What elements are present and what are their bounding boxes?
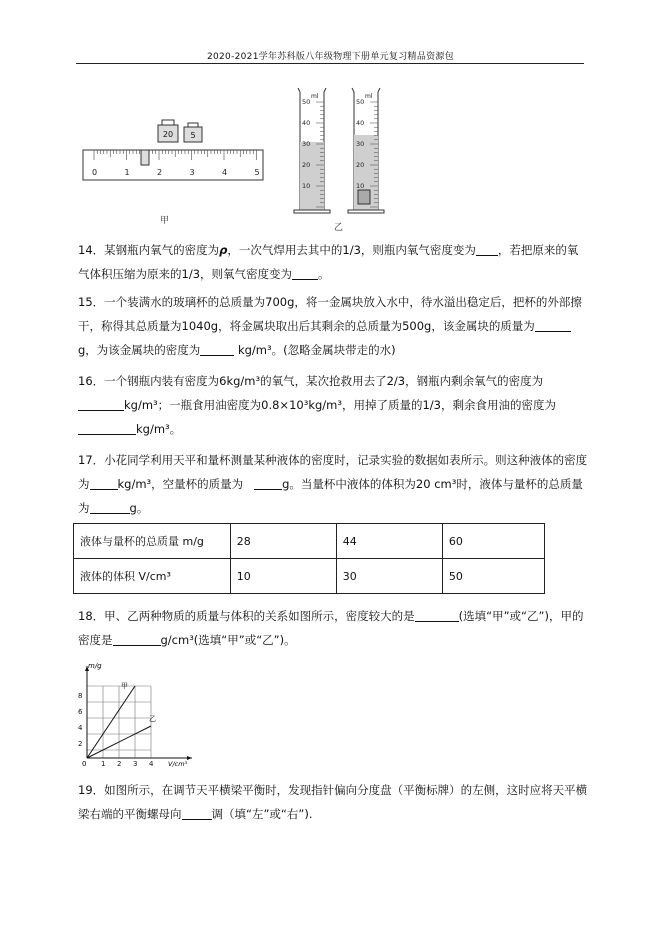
- table-row: [74, 559, 545, 594]
- q18-text-2: (选填“甲”或“乙”)，甲的密度是: [78, 609, 584, 647]
- table-row-header: 液体的体积 V/cm³: [74, 559, 231, 594]
- q17-blank-3[interactable]: [90, 500, 130, 514]
- table-row: [74, 524, 545, 559]
- q14-text-2: ，一次气焊用去其中的1/3，则瓶内氧气密度变为: [227, 243, 476, 257]
- q18-text-1: 18．甲、乙两种物质的质量与体积的关系如图所示，密度较大的是: [78, 609, 415, 623]
- weight-5: [184, 123, 202, 142]
- q14-rho: ρ: [219, 243, 228, 257]
- q17-text-3: g。当量杯中液体的体积为20 cm³时，液体与量杯的总质量为: [78, 477, 583, 515]
- question-17: [78, 448, 588, 520]
- cylinder-tick-label: 10: [302, 182, 311, 190]
- ruler-tick-label: 3: [189, 168, 195, 177]
- q19-text-2: 调（填“左”或“右”).: [211, 807, 313, 821]
- q17-text-2: kg/m³，空量杯的质量为: [117, 477, 244, 491]
- q19-blank-1[interactable]: [182, 806, 212, 820]
- q15-text-2: g，为该金属块的密度为: [78, 343, 201, 357]
- weight-label-5: 5: [190, 131, 196, 140]
- cylinder-tick-label: 30: [302, 140, 311, 148]
- q16-blank-1[interactable]: [78, 397, 124, 411]
- q18-text-3: g/cm³(选填“甲”或“乙”)。: [160, 633, 296, 647]
- cylinder-tick-label: 40: [302, 119, 311, 127]
- ruler-tick-label: 1: [124, 168, 130, 177]
- q14-blank-2[interactable]: [292, 266, 318, 280]
- cylinder-2: [348, 88, 384, 213]
- cylinder-unit-1: ml: [311, 93, 319, 100]
- q15-text-1: 15．一个装满水的玻璃杯的总质量为700g，将一金属块放入水中，待水溢出稳定后，把杯的外部擦干，称得其总质量为1040g，将金属块取出后其剩余的总质量为500g，该金属块的质量为: [78, 295, 582, 333]
- cylinder-tick-label: 40: [356, 119, 365, 127]
- graph-origin: 0: [82, 760, 87, 768]
- table-row-header: 液体与量杯的总质量 m/g: [74, 524, 231, 559]
- data-table: [73, 523, 545, 594]
- table-cell: 10: [230, 559, 336, 594]
- metal-block: [358, 190, 370, 204]
- q17-blank-1[interactable]: [90, 476, 118, 490]
- q17-blank-2[interactable]: [254, 476, 282, 490]
- ruler-tick-label: 5: [254, 168, 260, 177]
- balance-and-cylinder-figure: [78, 80, 398, 240]
- q14-text-4: 。: [318, 267, 330, 281]
- q18-blank-1[interactable]: [415, 608, 459, 622]
- x-tick-label: 1: [101, 760, 106, 768]
- y-tick-label: 2: [78, 740, 83, 748]
- q16-text-2: kg/m³；一瓶食用油密度为0.8×10³kg/m³，用掉了质量的1/3，剩余食用油的密度为: [124, 398, 556, 412]
- q18-blank-2[interactable]: [113, 632, 161, 646]
- x-tick-label: 3: [133, 760, 138, 768]
- series-a-line: [87, 686, 135, 758]
- q17-text-1: 17．小花同学利用天平和量杯测量某种液体的密度时，记录实验的数据如表所示。则这种液体的密度为: [78, 453, 588, 491]
- q16-blank-2[interactable]: [78, 421, 136, 435]
- x-tick-label: 2: [117, 760, 122, 768]
- ruler-tick-label: 2: [157, 168, 163, 177]
- q16-text-1: 16．一个钢瓶内装有密度为6kg/m³的氧气，某次抢救用去了2/3，钢瓶内剩余氧气的密度为: [78, 374, 544, 388]
- cylinder-unit-2: ml: [365, 93, 373, 100]
- y-tick-label: 4: [78, 724, 83, 732]
- cylinder-tick-label: 20: [356, 161, 365, 169]
- cylinder-tick-label: 20: [302, 161, 311, 169]
- table-cell: 44: [336, 524, 442, 559]
- q15-text-3: kg/m³。(忽略金属块带走的水): [234, 343, 396, 357]
- question-18: [78, 604, 588, 652]
- q17-text-4: g。: [129, 501, 149, 515]
- graph-series-b-label: 乙: [149, 715, 156, 723]
- q14-text-1: 14．某钢瓶内氧气的密度为: [78, 243, 220, 257]
- weight-label-20: 20: [162, 130, 174, 139]
- cylinder-tick-label: 50: [356, 98, 365, 106]
- beam-ruler: [83, 150, 263, 180]
- mass-volume-graph: [70, 660, 200, 770]
- x-tick-label: 4: [149, 760, 154, 768]
- q14-text-3: ，若把原来的氧气体积压缩为原来的1/3，则氧气密度变为: [78, 243, 579, 281]
- q15-blank-1[interactable]: [535, 318, 571, 332]
- table-cell: 50: [442, 559, 544, 594]
- figure-label-left: 甲: [160, 216, 170, 226]
- q16-text-3: kg/m³。: [136, 422, 182, 436]
- weight-20: [158, 120, 178, 142]
- cylinder-1: [294, 88, 330, 213]
- figure-label-right: 乙: [334, 223, 344, 233]
- q19-text-1: 19．如图所示，在调节天平横梁平衡时，发现指针偏向分度盘（平衡标牌）的左侧，这时应将天平横梁右端的平衡螺母向: [78, 783, 588, 821]
- question-19: [78, 778, 588, 826]
- ruler-tick-label: 4: [222, 168, 228, 177]
- graph-series-a-label: 甲: [121, 682, 128, 690]
- question-16: [78, 369, 588, 441]
- y-tick-label: 8: [78, 692, 83, 700]
- table-cell: 28: [230, 524, 336, 559]
- table-cell: 60: [442, 524, 544, 559]
- cylinder-tick-label: 30: [356, 140, 365, 148]
- table-cell: 30: [336, 559, 442, 594]
- cylinder-tick-label: 10: [356, 182, 365, 190]
- page-header: 2020-2021学年苏科版八年级物理下册单元复习精品资源包: [206, 52, 455, 62]
- header-rule: [76, 63, 584, 64]
- q15-blank-2[interactable]: [200, 342, 234, 356]
- graph-ylabel: m/g: [88, 662, 102, 670]
- rider: [141, 150, 149, 165]
- question-14: [78, 238, 588, 286]
- cylinder-tick-label: 50: [302, 98, 311, 106]
- question-15: [78, 290, 588, 362]
- ruler-tick-label: 0: [92, 168, 98, 177]
- graph-xlabel: V/cm³: [168, 760, 188, 768]
- q14-blank-1[interactable]: [476, 242, 498, 256]
- y-tick-label: 6: [78, 708, 83, 716]
